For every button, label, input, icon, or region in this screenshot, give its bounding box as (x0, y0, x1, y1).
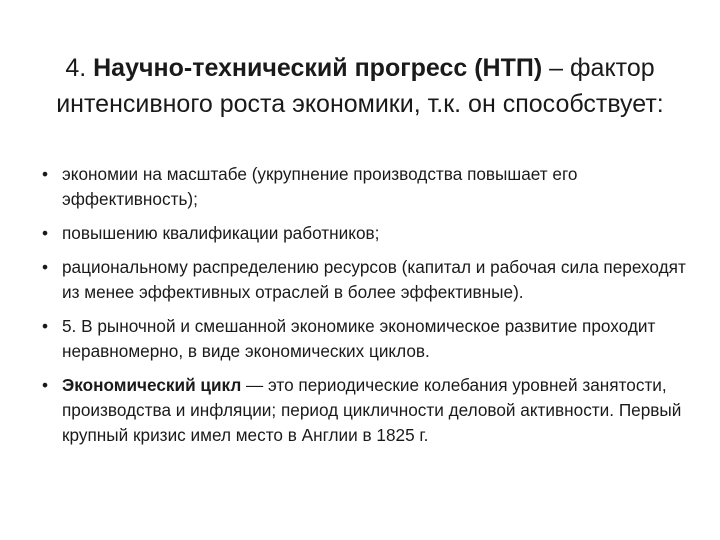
bullet-text: рациональному распределению ресурсов (капитал и рабочая сила переходят из менее эффективных отраслей в более эффективные). (62, 257, 686, 302)
bullet-item-5 (38, 373, 688, 448)
bullet-list (38, 162, 688, 457)
bullet-item-3 (38, 255, 688, 305)
bullet-item-1 (38, 162, 688, 212)
bullet-bold-term: Экономический цикл (62, 375, 242, 395)
bullet-dot: • (41, 316, 49, 336)
bullet-text: повышению квалификации работников; (62, 223, 380, 243)
bullet-dot: • (41, 164, 49, 184)
bullet-dot: • (41, 223, 49, 243)
bullet-item-2 (38, 221, 688, 246)
slide-title (40, 50, 680, 122)
title-rest: – фактор интенсивного роста экономики, т.к. он способствует: (56, 54, 664, 118)
title-bold-term: Научно-технический прогресс (НТП) (93, 54, 543, 82)
bullet-dot: • (41, 375, 49, 395)
bullet-item-4 (38, 314, 688, 364)
title-number: 4. (65, 54, 94, 82)
bullet-text: 5. В рыночной и смешанной экономике экономическое развитие проходит неравномерно, в виде экономических циклов. (62, 316, 656, 361)
bullet-text: — это периодические колебания уровней занятости, производства и инфляции; период цикличности деловой активности. Первый крупный кризис имел место в Англии в 1825 г. (62, 375, 682, 445)
bullet-dot: • (41, 257, 49, 277)
bullet-text: экономии на масштабе (укрупнение производства повышает его эффективность); (62, 164, 578, 209)
